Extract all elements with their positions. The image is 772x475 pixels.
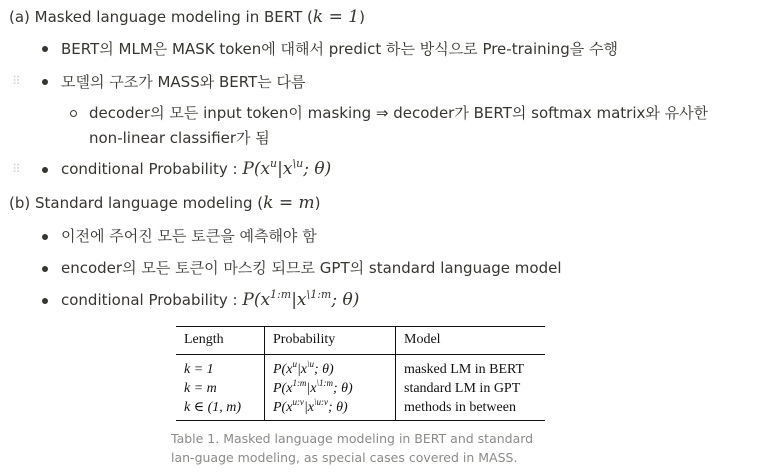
- section-a-heading: [9, 6, 365, 28]
- section-b-heading-text: (b) Standard language modeling (: [9, 194, 264, 212]
- list-item: 이전에 주어진 모든 토큰을 예측해야 함: [61, 227, 317, 245]
- bullet-dot-icon: [42, 46, 48, 52]
- cell-length: k = m: [184, 381, 217, 396]
- section-a-heading-text: (a) Masked language modeling in BERT (: [9, 8, 313, 26]
- hollow-circle-icon: [70, 110, 77, 117]
- section-a-heading-math: k = 1: [312, 7, 360, 27]
- conditional-probability-a: [61, 158, 331, 180]
- cell-model: standard LM in GPT: [396, 379, 546, 398]
- cell-probability: $P(x^{u:v}|x^{\backslash u:v}$; θ): [265, 398, 396, 421]
- sub-list-item-line2: non-linear classifier가 됨: [89, 129, 270, 147]
- cell-probability: $P(x^u|x^{\backslash u}$; θ): [265, 355, 396, 380]
- section-b-heading-math: k = m: [263, 193, 315, 213]
- list-item: BERT의 MLM은 MASK token에 대해서 predict 하는 방식으로 Pre-training을 수행: [61, 40, 619, 58]
- sub-list-item-line1: decoder의 모든 input token이 masking ⇒ decoder가 BERT의 softmax matrix와 유사한: [89, 104, 709, 122]
- prob-label: conditional Probability :: [61, 160, 243, 178]
- table-row: [176, 379, 545, 398]
- table-row: [176, 398, 545, 421]
- drag-handle-icon[interactable]: ⠿: [12, 74, 21, 88]
- bullet-dot-icon: [42, 167, 48, 173]
- cell-model: methods in between: [396, 398, 546, 421]
- bullet-dot-icon: [42, 298, 48, 304]
- column-header-model: Model: [396, 327, 546, 355]
- column-header-length: Length: [176, 327, 265, 355]
- list-item: 모델의 구조가 MASS와 BERT는 다름: [61, 73, 306, 91]
- cell-length: k = 1: [184, 362, 214, 377]
- prob-formula-a: $P(x^u|x^{\backslash u}$; θ): [242, 157, 332, 179]
- column-header-probability: Probability: [265, 327, 396, 355]
- table-row: [176, 355, 545, 380]
- conditional-probability-b: [61, 289, 359, 311]
- section-b-heading: [9, 192, 320, 214]
- drag-handle-icon[interactable]: ⠿: [12, 162, 21, 176]
- prob-label: conditional Probability :: [61, 291, 243, 309]
- list-item: encoder의 모든 토큰이 마스킹 되므로 GPT의 standard language model: [61, 259, 562, 277]
- prob-formula-b: $P(x^{1:m}|x^{\backslash 1:m}$; θ): [242, 288, 360, 310]
- section-b-heading-close: ): [314, 194, 321, 212]
- bullet-dot-icon: [42, 79, 48, 85]
- cell-length: k ∈ (1, m): [176, 398, 265, 421]
- comparison-table: [176, 326, 545, 421]
- cell-model: masked LM in BERT: [396, 355, 546, 380]
- table-figure: [176, 326, 545, 421]
- section-a-heading-close: ): [359, 8, 365, 26]
- bullet-dot-icon: [42, 266, 48, 272]
- table-caption: Table 1. Masked language modeling in BERT and standard lan-guage modeling, as special cases covered in MASS.: [171, 431, 534, 465]
- cell-probability: $P(x^{1:m}|x^{\backslash 1:m}$; θ): [265, 379, 396, 398]
- bullet-dot-icon: [42, 234, 48, 240]
